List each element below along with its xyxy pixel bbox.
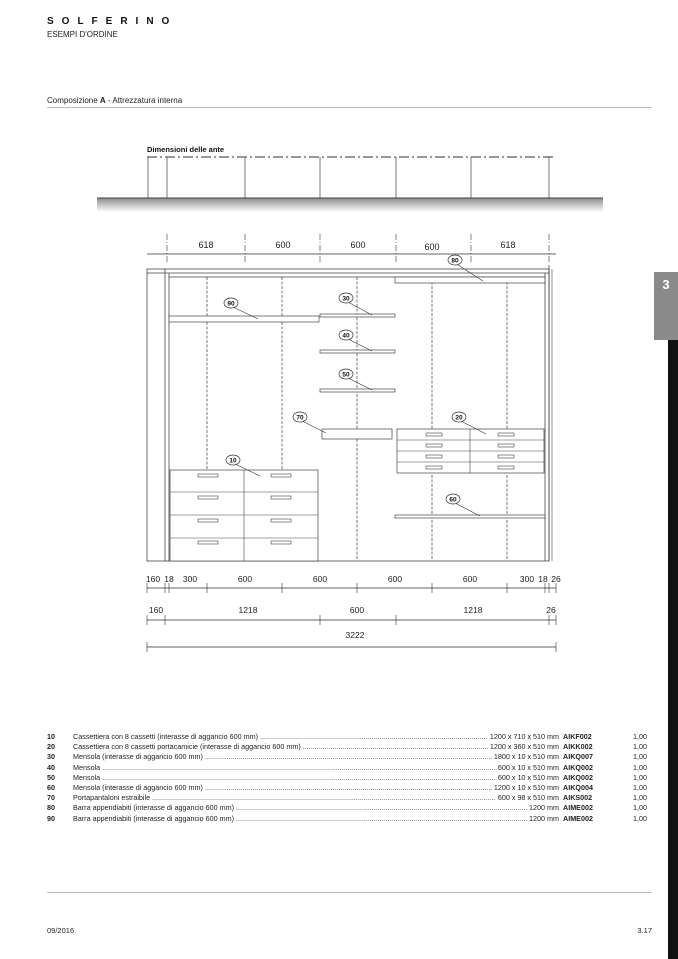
svg-text:50: 50 [342,371,350,379]
legend-article: AIKF002 [563,732,592,741]
legend-quantity: 1,00 [633,772,647,782]
svg-text:30: 30 [342,295,350,303]
legend-code: 10 [47,732,55,741]
bottom-dim-a1: 160 [145,574,161,584]
legend-dimensions: 1200 x 10 x 510 mm [493,783,559,793]
legend-dimensions: 600 x 98 x 510 mm [497,793,559,803]
svg-text:10: 10 [229,457,237,465]
floor-band [97,198,603,212]
top-dim-5: 618 [500,240,516,250]
brand-name: SOLFERINO [47,16,178,27]
legend-code: 90 [47,813,55,823]
legend-row [47,752,647,762]
footer-date: 09/2016 [47,926,75,935]
legend-code: 50 [47,772,55,782]
legend-row [47,742,647,752]
bottom-dim-a10: 26 [551,574,561,584]
callout-50 [339,369,372,390]
bottom-dim-a8: 300 [519,574,535,584]
svg-text:20: 20 [455,414,463,422]
bottom-dim-b1: 160 [148,605,164,615]
legend-description: Mensola ..... [73,763,496,773]
legend-quantity: 1,00 [633,813,647,823]
legend-article: AIKS002 [563,793,593,803]
legend-article: AIKQ002 [563,762,593,772]
bottom-dim-b4: 1218 [463,605,483,615]
section-prefix: Composizione [47,96,100,105]
components-legend [47,732,647,824]
svg-text:40: 40 [342,332,350,340]
legend-description: Barra appendiabiti (interasse di aggancio 600 mm) ..... [73,803,527,813]
legend-row [47,814,647,824]
callout-60 [446,494,480,516]
door-panels [148,157,549,198]
legend-article: AIKQ004 [563,783,593,793]
legend-quantity: 1,00 [633,742,647,752]
legend-description: Mensola (interasse di aggancio 600 mm) ..... [73,783,492,793]
bottom-dim-a7: 600 [462,574,478,584]
legend-dimensions: 600 x 10 x 510 mm [497,762,559,772]
legend-description: Barra appendiabiti (interasse di aggancio 600 mm) ..... [73,814,527,824]
top-dim-1: 618 [198,240,214,250]
bottom-dim-a4: 600 [237,574,253,584]
drawer-unit-10 [170,470,318,561]
legend-dimensions: 1200 mm [529,813,559,823]
legend-code: 70 [47,793,55,803]
legend-article: AIME002 [563,813,593,823]
drawer-unit-20 [397,429,544,473]
legend-article: AIKQ002 [563,772,593,782]
section-letter: A [99,96,106,105]
legend-dimensions: 1200 x 360 x 510 mm [489,742,559,752]
svg-text:90: 90 [227,300,235,308]
legend-dimensions: 600 x 10 x 510 mm [497,772,559,782]
legend-description: Mensola ..... [73,773,496,783]
legend-code: 20 [47,742,55,752]
legend-row [47,773,647,783]
callout-40 [339,330,372,351]
legend-row [47,803,647,813]
svg-text:80: 80 [451,257,459,265]
bottom-dim-a5: 600 [312,574,328,584]
bottom-dim-b2: 1218 [238,605,258,615]
doors-title: Dimensioni delle ante [147,145,225,154]
bottom-dim-b5: 26 [546,605,556,615]
legend-quantity: 1,00 [633,783,647,793]
legend-quantity: 1,00 [633,803,647,813]
legend-description: Portapantaloni estraibile ..... [73,793,496,803]
legend-dimensions: 1800 x 10 x 510 mm [493,752,559,762]
bottom-dim-b3: 600 [349,605,365,615]
top-dim-3: 600 [350,240,366,250]
legend-quantity: 1,00 [633,732,647,741]
legend-article: AIKQ007 [563,752,593,762]
legend-code: 40 [47,762,55,772]
legend-quantity: 1,00 [633,752,647,762]
footer-divider [47,892,652,893]
legend-article: AIKK002 [563,742,593,752]
brand-subtitle: ESEMPI D'ORDINE [47,30,118,39]
legend-row [47,763,647,773]
top-dim-4: 600 [424,242,440,252]
legend-row [47,732,647,742]
chapter-number: 3 [662,277,670,292]
top-dim-2: 600 [275,240,291,250]
legend-description: Cassettiera con 8 cassetti portacamicie (interasse di aggancio 600 mm) ..... [73,742,488,752]
legend-quantity: 1,00 [633,762,647,772]
callout-30 [339,293,372,315]
bottom-dim-a3: 300 [182,574,198,584]
section-suffix: - Attrezzatura interna [105,96,183,105]
legend-description: Cassettiera con 8 cassetti (interasse di aggancio 600 mm) ..... [73,732,488,742]
callout-70 [293,412,326,433]
page-number: 3.17 [637,926,652,935]
legend-dimensions: 1200 mm [529,803,559,813]
bottom-dim-a2: 18 [164,574,174,584]
bottom-dim-a6: 600 [387,574,403,584]
legend-code: 60 [47,783,55,793]
bottom-dim-a9: 18 [538,574,548,584]
legend-code: 30 [47,752,55,762]
legend-description: Mensola (interasse di aggancio 600 mm) ..... [73,752,492,762]
legend-article: AIME002 [563,803,593,813]
svg-text:70: 70 [296,414,304,422]
legend-row [47,783,647,793]
svg-text:60: 60 [449,496,457,504]
legend-code: 80 [47,803,55,813]
legend-quantity: 1,00 [633,793,647,803]
legend-dimensions: 1200 x 710 x 510 mm [489,732,559,741]
legend-row [47,793,647,803]
total-dimension: 3222 [345,630,365,640]
